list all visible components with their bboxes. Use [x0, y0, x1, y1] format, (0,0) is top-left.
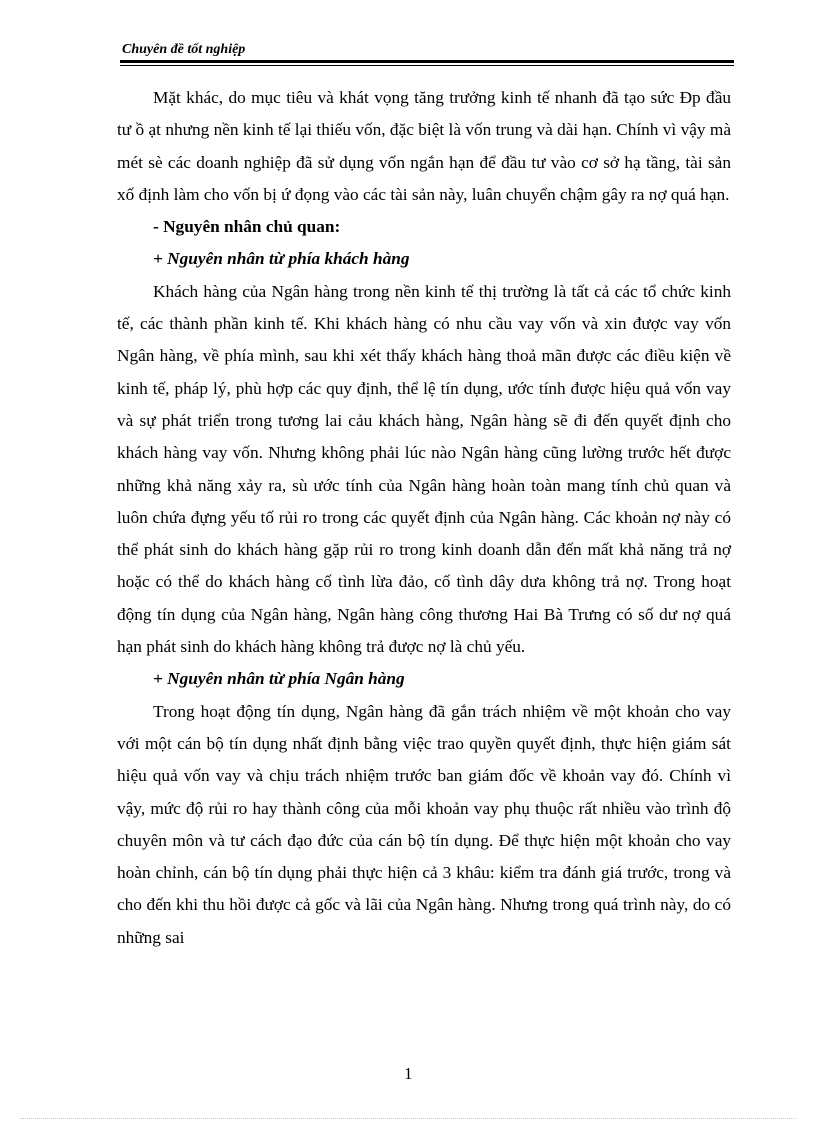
paragraph-2: Khách hàng của Ngân hàng trong nền kinh tế thị trường là tất cả các tổ chức kinh tế, các thành phần kinh tế. Khi khách hàng có nhu cầu vay vốn và xin được vay vốn Ngân hàng, về phía mình, sau khi xét thấy khách hàng thoả mãn được các điều kiện về kinh tế, pháp lý, phù hợp các quy định, thể lệ tín dụng, ước tính được hiệu quả vốn vay và sự phát triển trong tương lai cảu khách hàng, Ngân hàng sẽ đi đến quyết định cho khách hàng vay vốn. Nhưng không phải lúc nào Ngân hàng cũng lường trước hết được những khả năng xảy ra, sù ước tính của Ngân hàng hoàn toàn mang tính chủ quan và luôn chứa đựng yếu tố rủi ro trong các quyết định của Ngân hàng. Các khoản nợ này có thể phát sinh do khách hàng gặp rủi ro trong kinh doanh dẫn đến mất khả năng trả nợ hoặc có thể do khách hàng cố tình lừa đảo, cố tình dây dưa không trả nợ. Trong hoạt động tín dụng của Ngân hàng, Ngân hàng công thương Hai Bà Trưng có số dư nợ quá hạn phát sinh do khách hàng không trả được nợ là chủ yếu. [117, 281, 731, 657]
heading-subjective-causes: - Nguyên nhân chủ quan: [153, 217, 341, 237]
heading-text: Nguyên nhân từ phía Ngân hàng [167, 669, 405, 689]
document-body [117, 82, 731, 954]
header-rule-thick [120, 60, 734, 63]
header-title: Chuyên đề tốt nghiệp [122, 42, 246, 57]
header-rule-thin [120, 65, 734, 66]
paragraph-1: Mặt khác, do mục tiêu và khát vọng tăng trưởng kinh tế nhanh đã tạo sức Đp đầu tư ồ ạt nhưng nền kinh tế lại thiếu vốn, đặc biệt là vốn trung và dài hạn. Chính vì vậy mà mét sè các doanh nghiệp đã sử dụng vốn ngắn hạn để đầu tư vào cơ sở hạ tầng, tài sản xố định làm cho vốn bị ứ đọng vào các tài sản này, luân chuyển chậm gây ra nợ quá hạn. [117, 88, 731, 204]
heading-bank-causes [117, 663, 731, 695]
heading-prefix: + [153, 669, 168, 689]
heading-text: Nguyên nhân từ phía khách hàng [167, 249, 410, 269]
heading-prefix: + [153, 249, 168, 269]
paragraph-3: Trong hoạt động tín dụng, Ngân hàng đã gắn trách nhiệm về một khoản cho vay với một cán bộ tín dụng nhất định bằng việc trao quyền quyết định, thực hiện giám sát hiệu quả vốn vay và chịu trách nhiệm trước ban giám đốc về khoản vay đó. Chính vì vậy, mức độ rủi ro hay thành công của mỗi khoản vay phụ thuộc rất nhiều vào trình độ chuyên môn và tư cách đạo đức của cán bộ tín dụng. Để thực hiện một khoản cho vay hoàn chỉnh, cán bộ tín dụng phải thực hiện cả 3 khâu: kiểm tra đánh giá trước, trong và cho đến khi thu hồi được cả gốc và lãi của Ngân hàng. Nhưng trong quá trình này, do có những sai [117, 701, 731, 947]
page-number: 1 [404, 1064, 413, 1083]
heading-customer-causes [117, 243, 731, 275]
page-bottom-divider [20, 1118, 796, 1119]
